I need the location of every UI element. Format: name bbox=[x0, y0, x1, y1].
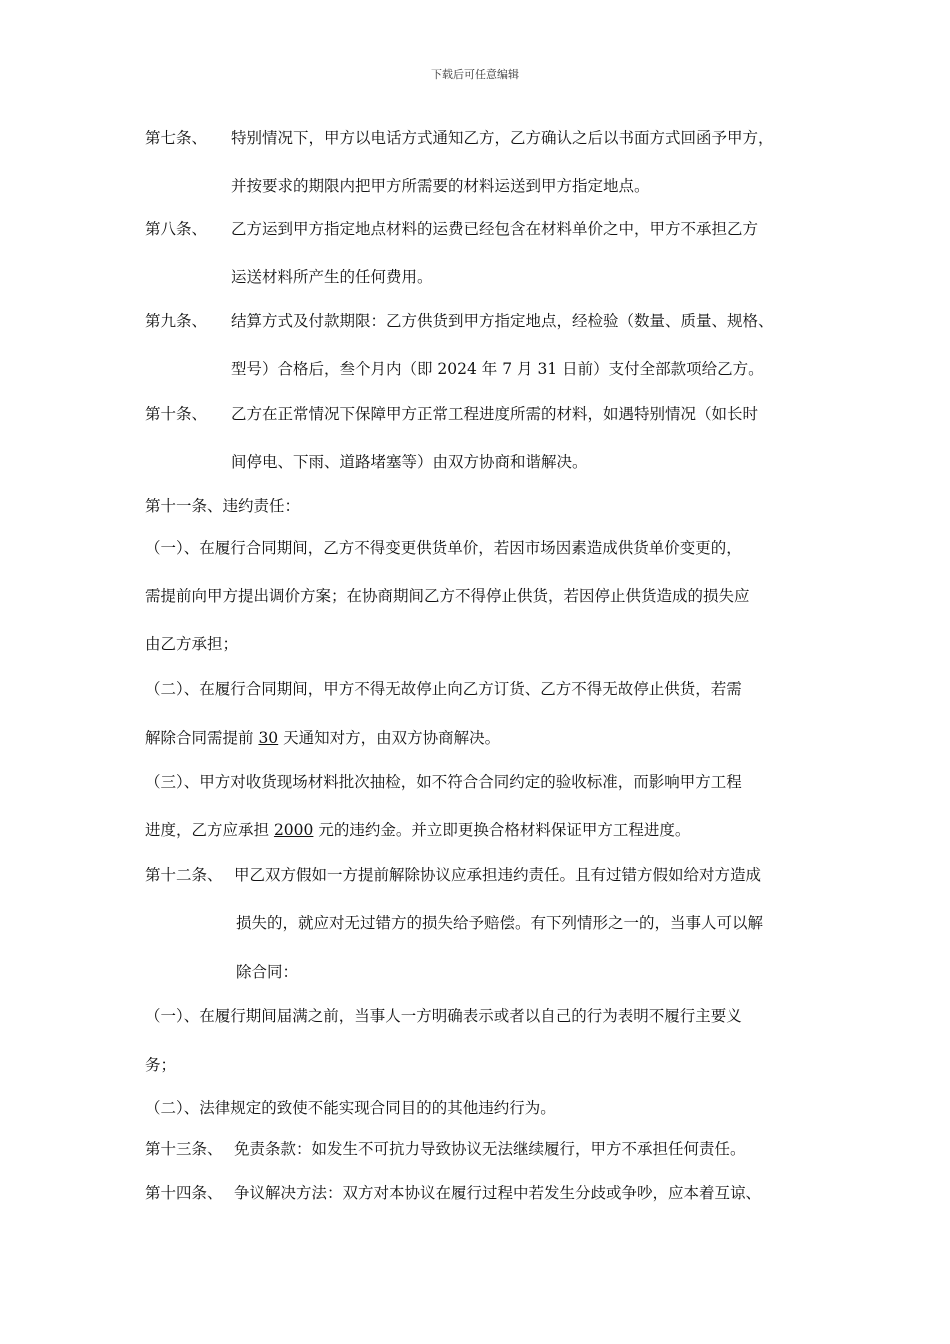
article-14-number: 第十四条、 bbox=[145, 1184, 223, 1202]
article-11-item-2-line-1: （二）、在履行合同期间，甲方不得无故停止向乙方订货、乙方不得无故停止供货，若需 bbox=[145, 680, 742, 698]
article-12-item-2: （二）、法律规定的致使不能实现合同目的的其他违约行为。 bbox=[145, 1099, 556, 1117]
article-12-line-2: 损失的，就应对无过错方的损失给予赔偿。有下列情形之一的，当事人可以解 bbox=[236, 914, 764, 932]
article-11-item-1-line-3: 由乙方承担； bbox=[145, 635, 239, 653]
article-11-item-1-line-1: （一）、在履行合同期间，乙方不得变更供货单价，若因市场因素造成供货单价变更的， bbox=[145, 539, 742, 557]
article-9-number: 第九条、 bbox=[145, 312, 208, 330]
article-10-line-1: 乙方在正常情况下保障甲方正常工程进度所需的材料，如遇特别情况（如长时 bbox=[231, 405, 759, 423]
article-12-item-1-line-2: 务； bbox=[145, 1056, 177, 1074]
article-11-item-1-line-2: 需提前向甲方提出调价方案；在协商期间乙方不得停止供货，若因停止供货造成的损失应 bbox=[145, 587, 750, 605]
article-12-line-3: 除合同： bbox=[236, 963, 299, 981]
penalty-suffix: 元的违约金。并立即更换合格材料保证甲方工程进度。 bbox=[313, 821, 691, 839]
article-12-item-1-line-1: （一）、在履行期间届满之前，当事人一方明确表示或者以自己的行为表明不履行主要义 bbox=[145, 1007, 742, 1025]
article-13-line-1: 免责条款：如发生不可抗力导致协议无法继续履行，甲方不承担任何责任。 bbox=[234, 1140, 746, 1158]
article-11-item-3-line-2 bbox=[145, 820, 690, 840]
penalty-prefix: 进度，乙方应承担 bbox=[145, 821, 274, 839]
article-7-line-2: 并按要求的期限内把甲方所需要的材料运送到甲方指定地点。 bbox=[231, 177, 650, 195]
article-9-line-1: 结算方式及付款期限：乙方供货到甲方指定地点，经检验（数量、质量、规格、 bbox=[231, 312, 774, 330]
notice-days-suffix: 天通知对方，由双方协商解决。 bbox=[278, 729, 501, 747]
article-8-number: 第八条、 bbox=[145, 220, 208, 238]
article-7-number: 第七条、 bbox=[145, 129, 208, 147]
article-10-number: 第十条、 bbox=[145, 405, 208, 423]
article-11-item-3-line-1: （三）、甲方对收货现场材料批次抽检，如不符合合同约定的验收标准，而影响甲方工程 bbox=[145, 773, 742, 791]
article-12-line-1: 甲乙双方假如一方提前解除协议应承担违约责任。且有过错方假如给对方造成 bbox=[234, 866, 762, 884]
article-11-title: 第十一条、违约责任： bbox=[145, 497, 301, 515]
article-7-line-1: 特别情况下，甲方以电话方式通知乙方，乙方确认之后以书面方式回函予甲方， bbox=[231, 129, 774, 147]
article-14-line-1: 争议解决方法：双方对本协议在履行过程中若发生分歧或争吵，应本着互谅、 bbox=[234, 1184, 762, 1202]
article-13-number: 第十三条、 bbox=[145, 1140, 223, 1158]
page-header: 下载后可任意编辑 bbox=[431, 68, 519, 81]
article-9-line-2: 型号）合格后，叁个月内（即 2024 年 7 月 31 日前）支付全部款项给乙方。 bbox=[231, 360, 764, 378]
penalty-amount: 2000 bbox=[273, 821, 314, 839]
article-10-line-2: 间停电、下雨、道路堵塞等）由双方协商和谐解决。 bbox=[231, 453, 588, 471]
article-8-line-2: 运送材料所产生的任何费用。 bbox=[231, 268, 433, 286]
notice-days-value: 30 bbox=[258, 729, 279, 747]
notice-days-prefix: 解除合同需提前 bbox=[145, 729, 259, 747]
article-12-number: 第十二条、 bbox=[145, 866, 223, 884]
article-8-line-1: 乙方运到甲方指定地点材料的运费已经包含在材料单价之中，甲方不承担乙方 bbox=[231, 220, 759, 238]
article-11-item-2-line-2 bbox=[145, 728, 500, 748]
